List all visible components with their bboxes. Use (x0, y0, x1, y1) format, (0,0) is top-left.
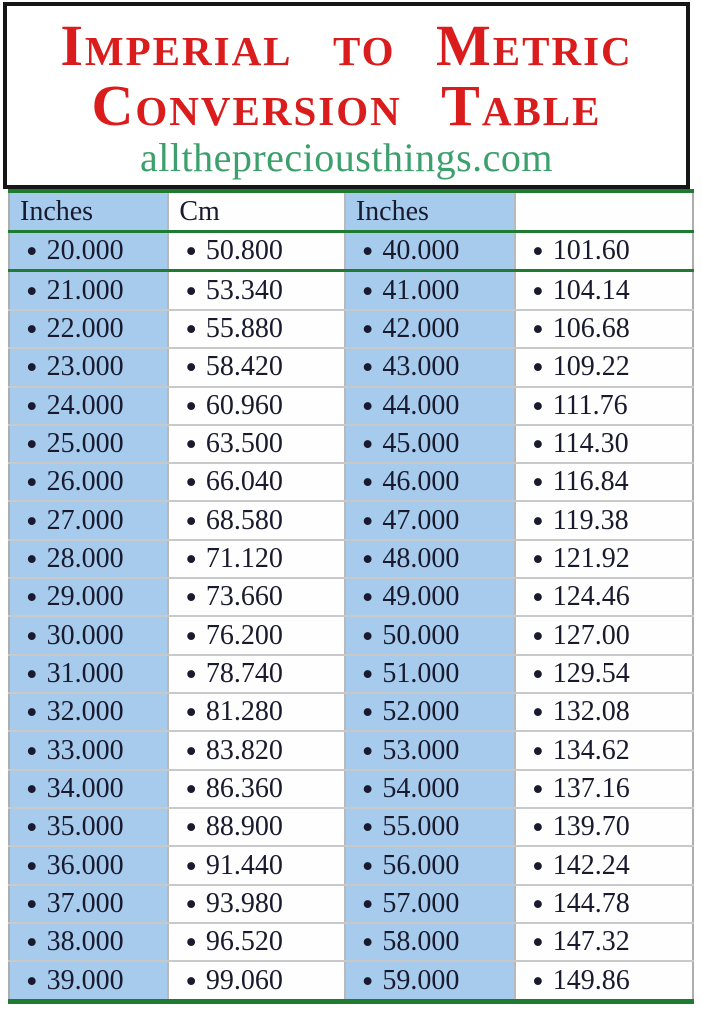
cell-value: 50.000 (382, 619, 460, 651)
cell-value: 71.120 (205, 542, 283, 574)
cell-cm-2 (515, 885, 693, 923)
bullet-icon: • (26, 312, 38, 348)
cell-value: 21.000 (46, 274, 124, 306)
cell-inches-2 (345, 232, 515, 271)
cell-cm-2 (515, 348, 693, 386)
cell-value: 57.000 (382, 887, 460, 919)
cell-cm-2 (515, 616, 693, 654)
bullet-icon: • (185, 503, 197, 540)
cell-cm-1 (168, 693, 344, 731)
cell-cm-2 (515, 387, 693, 425)
cell-value: 26.000 (46, 466, 124, 498)
cell-cm-2 (515, 923, 693, 961)
cell-cm-1 (168, 961, 344, 1001)
cell-value: 36.000 (46, 849, 124, 881)
cell-value: 83.820 (205, 734, 283, 766)
cell-value: 109.22 (552, 351, 630, 383)
cell-inches-1 (9, 425, 168, 463)
bullet-icon: • (26, 810, 38, 847)
cell-value: 132.08 (552, 696, 630, 728)
bullet-icon: • (185, 848, 197, 885)
bullet-icon: • (185, 771, 197, 808)
bullet-icon: • (361, 273, 374, 310)
bullet-icon: • (361, 465, 374, 502)
cell-value: 99.060 (205, 964, 283, 996)
cell-value: 44.000 (382, 389, 460, 421)
cell-inches-2 (345, 578, 515, 616)
bullet-icon: • (185, 886, 197, 923)
bullet-icon: • (26, 771, 38, 808)
bullet-icon: • (26, 656, 38, 693)
cell-cm-1 (168, 808, 344, 846)
cell-value: 101.60 (552, 235, 630, 267)
bullet-icon: • (532, 771, 544, 808)
cell-value: 38.000 (46, 926, 124, 958)
bullet-icon: • (26, 733, 38, 770)
cell-value: 81.280 (205, 696, 283, 728)
table-row (9, 770, 693, 808)
cell-cm-2 (515, 271, 693, 310)
bullet-icon: • (185, 273, 197, 310)
cell-value: 46.000 (382, 466, 460, 498)
bullet-icon: • (361, 503, 374, 540)
table-row (9, 885, 693, 923)
table-row (9, 923, 693, 961)
bullet-icon: • (26, 848, 38, 885)
cell-value: 60.960 (205, 389, 283, 421)
title-box (3, 2, 690, 189)
cell-inches-1 (9, 348, 168, 386)
cell-value: 59.000 (382, 964, 460, 996)
cell-value: 119.38 (552, 504, 629, 536)
cell-value: 53.340 (205, 274, 283, 306)
cell-inches-2 (345, 655, 515, 693)
cell-cm-1 (168, 923, 344, 961)
bullet-icon: • (26, 580, 38, 617)
cell-value: 30.000 (46, 619, 124, 651)
bullet-icon: • (532, 810, 544, 847)
cell-inches-1 (9, 578, 168, 616)
bullet-icon: • (26, 618, 38, 655)
cell-value: 52.000 (382, 696, 460, 728)
bullet-icon: • (532, 350, 544, 387)
bullet-icon: • (185, 580, 197, 617)
bullet-icon: • (185, 963, 197, 1000)
cell-value: 86.360 (205, 772, 283, 804)
cell-value: 23.000 (46, 351, 124, 383)
cell-value: 28.000 (46, 542, 124, 574)
bullet-icon: • (532, 273, 544, 310)
cell-cm-2 (515, 808, 693, 846)
cell-value: 134.62 (552, 734, 630, 766)
cell-value: 111.76 (552, 389, 628, 421)
cell-value: 27.000 (46, 504, 124, 536)
cell-cm-1 (168, 271, 344, 310)
page-title-line1: Imperial to Metric (60, 12, 633, 78)
cell-cm-2 (515, 540, 693, 578)
bullet-icon: • (185, 465, 197, 502)
table-body (9, 232, 693, 1002)
cell-value: 149.86 (552, 964, 630, 996)
cell-cm-2 (515, 655, 693, 693)
bullet-icon: • (26, 350, 38, 387)
cell-cm-1 (168, 578, 344, 616)
cell-inches-1 (9, 463, 168, 501)
cell-value: 58.420 (205, 351, 283, 383)
bullet-icon: • (361, 541, 374, 578)
cell-value: 49.000 (382, 581, 460, 613)
bullet-icon: • (361, 810, 374, 847)
cell-value: 53.000 (382, 734, 460, 766)
table-row (9, 846, 693, 884)
cell-cm-2 (515, 846, 693, 884)
bullet-icon: • (26, 695, 38, 732)
cell-cm-1 (168, 846, 344, 884)
bullet-icon: • (185, 312, 197, 348)
bullet-icon: • (185, 618, 197, 655)
cell-cm-1 (168, 310, 344, 348)
table-row (9, 655, 693, 693)
cell-value: 124.46 (552, 581, 630, 613)
cell-cm-1 (168, 731, 344, 769)
column-header-cm-1: Cm (168, 191, 344, 232)
cell-value: 116.84 (552, 466, 629, 498)
table-row (9, 463, 693, 501)
bullet-icon: • (185, 733, 197, 770)
cell-value: 41.000 (382, 274, 460, 306)
table-row (9, 731, 693, 769)
bullet-icon: • (532, 388, 544, 425)
bullet-icon: • (26, 503, 38, 540)
bullet-icon: • (532, 886, 544, 923)
bullet-icon: • (361, 618, 374, 655)
cell-value: 29.000 (46, 581, 124, 613)
page-title-line2: Conversion Table (91, 72, 602, 138)
bullet-icon: • (361, 733, 374, 770)
cell-value: 76.200 (205, 619, 283, 651)
cell-cm-1 (168, 885, 344, 923)
cell-inches-2 (345, 501, 515, 539)
bullet-icon: • (26, 465, 38, 502)
bullet-icon: • (361, 848, 374, 885)
bullet-icon: • (26, 886, 38, 923)
cell-value: 55.880 (205, 313, 283, 344)
table-row (9, 540, 693, 578)
cell-value: 32.000 (46, 696, 124, 728)
bullet-icon: • (532, 503, 544, 540)
bullet-icon: • (185, 810, 197, 847)
cell-value: 121.92 (552, 542, 630, 574)
cell-value: 78.740 (205, 657, 283, 689)
cell-value: 51.000 (382, 657, 460, 689)
cell-inches-2 (345, 616, 515, 654)
bullet-icon: • (361, 695, 374, 732)
bullet-icon: • (532, 925, 544, 962)
bullet-icon: • (361, 426, 374, 463)
bullet-icon: • (185, 234, 197, 271)
bullet-icon: • (361, 886, 374, 923)
cell-value: 129.54 (552, 657, 630, 689)
cell-inches-1 (9, 310, 168, 348)
cell-value: 37.000 (46, 887, 124, 919)
cell-inches-2 (345, 271, 515, 310)
cell-value: 54.000 (382, 772, 460, 804)
table-row (9, 348, 693, 386)
header-row (9, 191, 693, 232)
bullet-icon: • (532, 426, 544, 463)
cell-value: 55.000 (382, 811, 460, 843)
conversion-table (8, 189, 694, 1004)
cell-cm-1 (168, 540, 344, 578)
column-header-inches-2: Inches (345, 191, 515, 232)
cell-value: 31.000 (46, 657, 124, 689)
table-row (9, 387, 693, 425)
cell-value: 34.000 (46, 772, 124, 804)
cell-inches-1 (9, 501, 168, 539)
cell-inches-1 (9, 271, 168, 310)
bullet-icon: • (185, 695, 197, 732)
cell-inches-2 (345, 463, 515, 501)
cell-cm-1 (168, 232, 344, 271)
cell-cm-2 (515, 501, 693, 539)
bullet-icon: • (26, 388, 38, 425)
cell-inches-2 (345, 885, 515, 923)
cell-inches-1 (9, 387, 168, 425)
cell-inches-2 (345, 961, 515, 1001)
bullet-icon: • (26, 426, 38, 463)
table-row (9, 961, 693, 1001)
bullet-icon: • (361, 350, 374, 387)
cell-inches-2 (345, 846, 515, 884)
bullet-icon: • (532, 848, 544, 885)
cell-inches-2 (345, 923, 515, 961)
cell-inches-2 (345, 693, 515, 731)
cell-cm-1 (168, 348, 344, 386)
cell-inches-1 (9, 808, 168, 846)
cell-cm-1 (168, 655, 344, 693)
cell-value: 93.980 (205, 887, 283, 919)
cell-value: 48.000 (382, 542, 460, 574)
cell-inches-1 (9, 616, 168, 654)
cell-inches-1 (9, 961, 168, 1001)
column-header-inches-1: Inches (9, 191, 168, 232)
bullet-icon: • (185, 925, 197, 962)
bullet-icon: • (26, 963, 38, 1000)
cell-cm-1 (168, 425, 344, 463)
cell-value: 139.70 (552, 811, 630, 843)
cell-value: 66.040 (205, 466, 283, 498)
bullet-icon: • (532, 963, 544, 1000)
bullet-icon: • (532, 733, 544, 770)
cell-value: 137.16 (552, 772, 630, 804)
cell-value: 22.000 (46, 313, 124, 344)
bullet-icon: • (361, 580, 374, 617)
bullet-icon: • (361, 963, 374, 1000)
cell-inches-1 (9, 885, 168, 923)
cell-cm-2 (515, 731, 693, 769)
website-url: allthepreciousthings.com (139, 134, 553, 180)
cell-cm-2 (515, 463, 693, 501)
cell-value: 127.00 (552, 619, 630, 651)
cell-cm-1 (168, 463, 344, 501)
cell-inches-1 (9, 846, 168, 884)
cell-inches-2 (345, 731, 515, 769)
cell-inches-2 (345, 770, 515, 808)
table-row (9, 693, 693, 731)
bullet-icon: • (26, 925, 38, 962)
cell-value: 42.000 (382, 313, 460, 344)
cell-cm-2 (515, 232, 693, 271)
bullet-icon: • (532, 656, 544, 693)
cell-value: 43.000 (382, 351, 460, 383)
cell-cm-1 (168, 501, 344, 539)
cell-value: 144.78 (552, 887, 630, 919)
cell-value: 40.000 (382, 235, 460, 267)
cell-value: 39.000 (46, 964, 124, 996)
cell-value: 96.520 (205, 926, 283, 958)
cell-value: 56.000 (382, 849, 460, 881)
bullet-icon: • (532, 695, 544, 732)
cell-cm-1 (168, 770, 344, 808)
bullet-icon: • (361, 234, 374, 271)
cell-inches-2 (345, 425, 515, 463)
table-row (9, 232, 693, 271)
cell-inches-1 (9, 731, 168, 769)
bullet-icon: • (361, 388, 374, 425)
cell-value: 33.000 (46, 734, 124, 766)
bullet-icon: • (532, 234, 544, 271)
cell-inches-2 (345, 348, 515, 386)
cell-inches-1 (9, 540, 168, 578)
bullet-icon: • (185, 388, 197, 425)
bullet-icon: • (532, 618, 544, 655)
bullet-icon: • (185, 426, 197, 463)
cell-value: 50.800 (205, 235, 283, 267)
cell-value: 68.580 (205, 504, 283, 536)
bullet-icon: • (185, 350, 197, 387)
cell-value: 91.440 (205, 849, 283, 881)
bullet-icon: • (26, 234, 38, 271)
bullet-icon: • (185, 541, 197, 578)
cell-value: 45.000 (382, 427, 460, 459)
bullet-icon: • (26, 273, 38, 310)
cell-value: 35.000 (46, 811, 124, 843)
cell-inches-2 (345, 310, 515, 348)
cell-cm-2 (515, 693, 693, 731)
table-row (9, 271, 693, 310)
bullet-icon: • (532, 312, 544, 348)
cell-cm-2 (515, 578, 693, 616)
bullet-icon: • (26, 541, 38, 578)
table-row (9, 425, 693, 463)
cell-cm-2 (515, 425, 693, 463)
cell-value: 73.660 (205, 581, 283, 613)
bullet-icon: • (361, 771, 374, 808)
table-row (9, 616, 693, 654)
cell-value: 47.000 (382, 504, 460, 536)
cell-inches-2 (345, 540, 515, 578)
bullet-icon: • (361, 312, 374, 348)
cell-cm-2 (515, 961, 693, 1001)
bullet-icon: • (361, 656, 374, 693)
cell-cm-2 (515, 770, 693, 808)
bullet-icon: • (361, 925, 374, 962)
cell-value: 104.14 (552, 274, 630, 306)
cell-value: 142.24 (552, 849, 630, 881)
bullet-icon: • (185, 656, 197, 693)
cell-value: 114.30 (552, 427, 629, 459)
cell-inches-2 (345, 808, 515, 846)
cell-value: 58.000 (382, 926, 460, 958)
cell-value: 88.900 (205, 811, 283, 843)
cell-inches-1 (9, 232, 168, 271)
cell-inches-1 (9, 923, 168, 961)
table-row (9, 501, 693, 539)
cell-inches-1 (9, 655, 168, 693)
cell-value: 63.500 (205, 427, 283, 459)
bullet-icon: • (532, 580, 544, 617)
table-row (9, 310, 693, 348)
cell-value: 20.000 (46, 235, 124, 267)
cell-inches-1 (9, 693, 168, 731)
cell-inches-1 (9, 770, 168, 808)
bullet-icon: • (532, 541, 544, 578)
cell-cm-1 (168, 616, 344, 654)
bullet-icon: • (532, 465, 544, 502)
cell-value: 106.68 (552, 313, 630, 344)
cell-cm-1 (168, 387, 344, 425)
table-row (9, 808, 693, 846)
cell-inches-2 (345, 387, 515, 425)
column-header-cm-2 (515, 191, 693, 232)
cell-value: 147.32 (552, 926, 630, 958)
table-row (9, 578, 693, 616)
cell-cm-2 (515, 310, 693, 348)
cell-value: 25.000 (46, 427, 124, 459)
cell-value: 24.000 (46, 389, 124, 421)
